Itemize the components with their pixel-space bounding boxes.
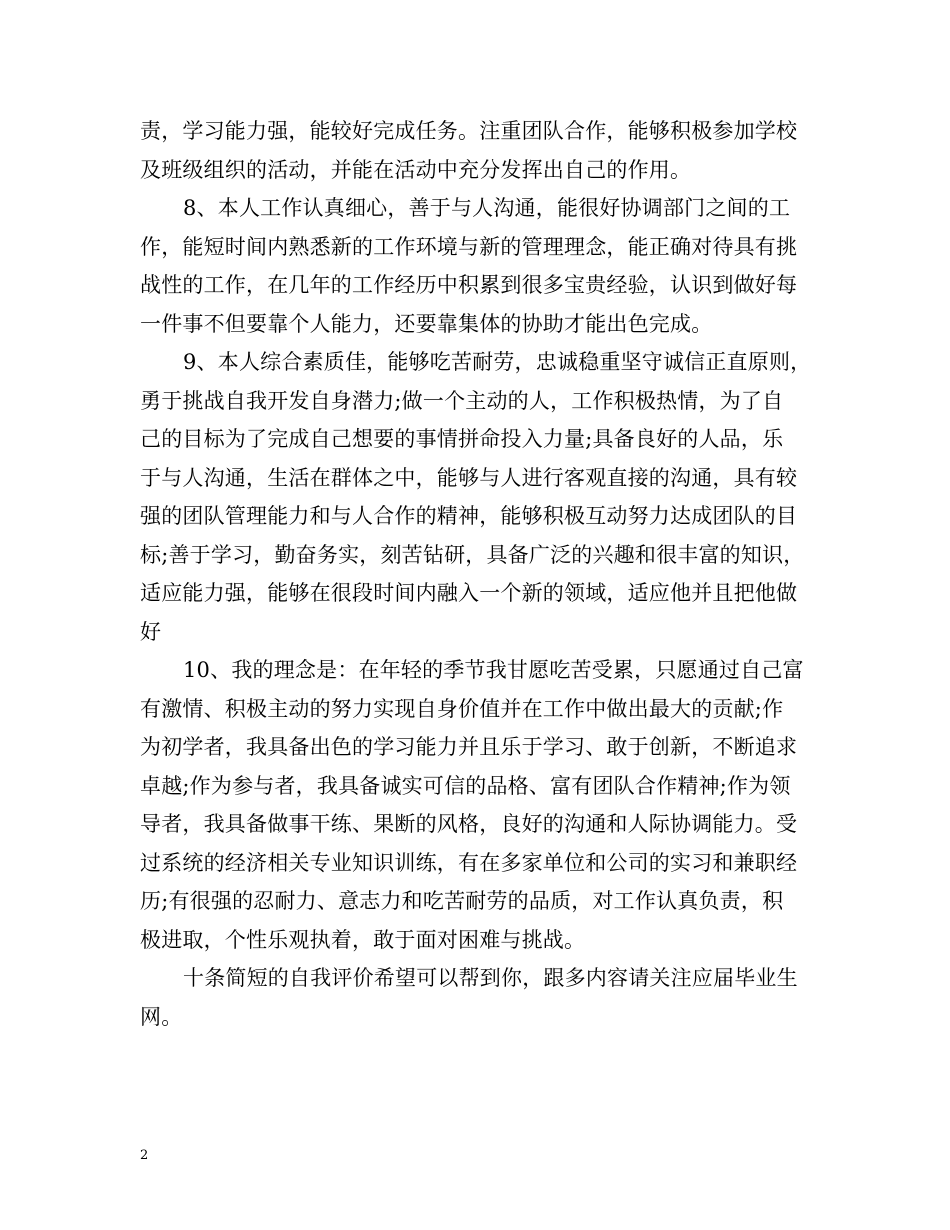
- page-number: 2: [140, 1148, 149, 1163]
- text-line: 及班级组织的活动，并能在活动中充分发挥出自己的作用。: [140, 157, 692, 182]
- text-line: 十条简短的自我评价希望可以帮到你，跟多内容请关注应届毕业生: [183, 966, 798, 990]
- body-text: [140, 112, 830, 1036]
- text-line: 卓越;作为参与者，我具备诚实可信的品格、富有团队合作精神;作为领: [140, 773, 791, 798]
- text-line: 10、我的理念是：在年轻的季节我甘愿吃苦受累，只愿通过自己富: [183, 658, 804, 682]
- text-line: 9、本人综合素质佳，能够吃苦耐劳，忠诚稳重坚守诚信正直原则，: [183, 350, 812, 374]
- text-line: 适应能力强，能够在很段时间内融入一个新的领域，适应他并且把他做: [140, 581, 798, 605]
- text-line: 为初学者，我具备出色的学习能力并且乐于学习、敢于创新，不断追求: [140, 735, 798, 759]
- text-line: 网。: [140, 1004, 183, 1029]
- text-line: 过系统的经济相关专业知识训练，有在多家单位和公司的实习和兼职经: [140, 850, 798, 875]
- text-line: 战性的工作，在几年的工作经历中积累到很多宝贵经验，认识到做好每: [140, 273, 798, 297]
- text-line: 历;有很强的忍耐力、意志力和吃苦耐劳的品质，对工作认真负责，积: [140, 889, 784, 913]
- text-line: 标;善于学习，勤奋务实，刻苦钻研，具备广泛的兴趣和很丰富的知识，: [140, 542, 805, 567]
- text-line: 8、本人工作认真细心，善于与人沟通，能很好协调部门之间的工: [183, 196, 791, 220]
- text-line: 有激情、积极主动的努力实现自身价值并在工作中做出最大的贡献;作: [140, 696, 784, 721]
- text-line: 好: [140, 619, 162, 644]
- text-line: 一件事不但要靠个人能力，还要靠集体的协助才能出色完成。: [140, 311, 713, 336]
- text-line: 强的团队管理能力和与人合作的精神，能够积极互动努力达成团队的目: [140, 504, 798, 528]
- text-line: 极进取，个性乐观执着，敢于面对困难与挑战。: [140, 927, 586, 952]
- text-line: 责，学习能力强，能较好完成任务。注重团队合作，能够积极参加学校: [140, 119, 798, 143]
- text-line: 导者，我具备做事干练、果断的风格，良好的沟通和人际协调能力。受: [140, 812, 798, 836]
- text-line: 勇于挑战自我开发自身潜力;做一个主动的人，工作积极热情，为了自: [140, 388, 784, 413]
- text-line: 于与人沟通，生活在群体之中，能够与人进行客观直接的沟通，具有较: [140, 465, 798, 490]
- text-line: 作，能短时间内熟悉新的工作环境与新的管理理念，能正确对待具有挑: [140, 234, 798, 259]
- text-line: 己的目标为了完成自己想要的事情拼命投入力量;具备良好的人品，乐: [140, 427, 784, 451]
